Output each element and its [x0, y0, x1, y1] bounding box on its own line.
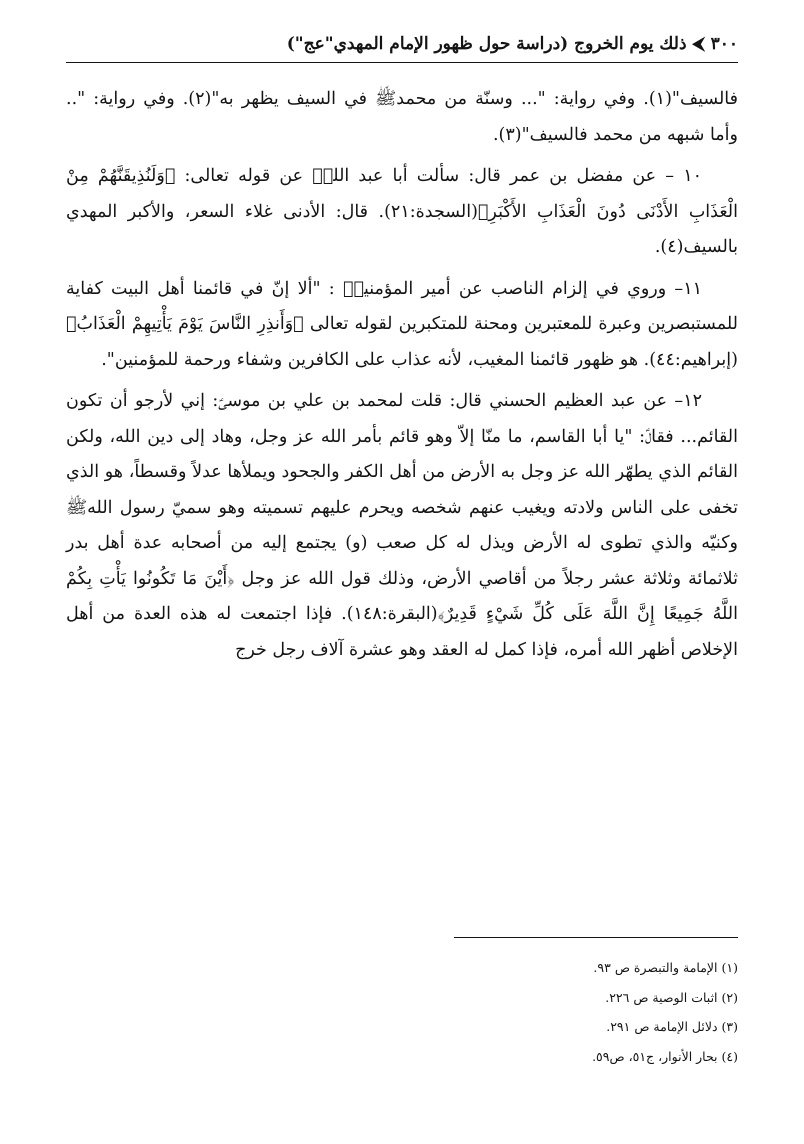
footnote-divider [454, 937, 738, 938]
paragraph: ١١– وروي في إلزام الناصب عن أمير المؤمنينؑ : "ألا إنّ في قائمنا أهل البيت كفاية للمستبصرين وعبرة للمعتبرين ومحنة للمتكبرين لقوله تعالى ﴿وَأَنذِرِ النَّاسَ يَوْمَ يَأْتِيهِمْ الْعَذَابُ﴾(إبراهيم:٤٤). هو ظهور قائمنا المغيب، لأنه عذاب على الكافرين وشفاء ورحمة للمؤمنين". [66, 278, 738, 370]
paragraph: ١٢– عن عبد العظيم الحسني قال: قلت لمحمد بن علي بن موسىؑ: إني لأرجو أن تكون القائم... فقالؑ: "يا أبا القاسم، ما منّا إلاّ وهو قائم بأمر الله عز وجل، وهاد إلى دين الله، ولكن القائم الذي يطهّر الله عز وجل به الأرض من أهل الكفر والجحود ويملأها عدلاً وقسطاً، هو الذي تخفى على الناس ولادته ويغيب عنهم شخصه ويحرم عليهم تسميته وهو سميّ رسول اللهﷺ وكنيّه والذي تطوى له الأرض ويذل له كل صعب (و) يجتمع إليه من أصحابه عدة أهل بدر ثلاثمائة وثلاثة عشر رجلاً من أقاصي الأرض، وذلك قول الله عز وجل ﴿أَيْنَ مَا تَكُونُوا يَأْتِ بِكُمْ اللَّهُ جَمِيعًا إِنَّ اللَّهَ عَلَى كُلِّ شَيْءٍ قَدِيرٌ﴾(البقرة:١٤٨). فإذا اجتمعت له هذه العدة من أهل الإخلاص أظهر الله أمره، فإذا كمل له العقد وهو عشرة آلاف رجل خرج [66, 391, 738, 660]
main-text [66, 82, 738, 674]
paragraph: ١٠ – عن مفضل بن عمر قال: سألت أبا عبد اللهؑ عن قوله تعالى: ﴿وَلَنُذِيقَنَّهُمْ مِنْ الْعَذَابِ الأَدْنَى دُونَ الْعَذَابِ الأَكْبَرِ﴾(السجدة:٢١). قال: الأدنى غلاء السعر، والأكبر المهدي بالسيف(٤). [66, 166, 738, 257]
paragraph: فالسيف"(١). وفي رواية: "... وسنّة من محمدﷺ في السيف يظهر به"(٢). وفي رواية: ".. وأما شبهه من محمد فالسيف"(٣). [66, 89, 738, 145]
running-header [66, 30, 738, 63]
page-number: ٣٠٠ [710, 34, 738, 54]
footnotes [378, 953, 738, 1071]
footnote: (٤) بحار الأنوار، ج٥١، ص٥٩. [592, 1048, 738, 1064]
arrow-icon: ⮜ [692, 34, 705, 54]
footnote: (٢) اثبات الوصية ص ٢٢٦. [605, 989, 738, 1005]
running-title: ذلك يوم الخروج (دراسة حول ظهور الإمام المهدي"عج") [286, 34, 687, 54]
footnote: (١) الإمامة والتبصرة ص ٩٣. [593, 960, 738, 975]
footnote: (٣) دلائل الإمامة ص ٢٩١. [606, 1019, 738, 1034]
